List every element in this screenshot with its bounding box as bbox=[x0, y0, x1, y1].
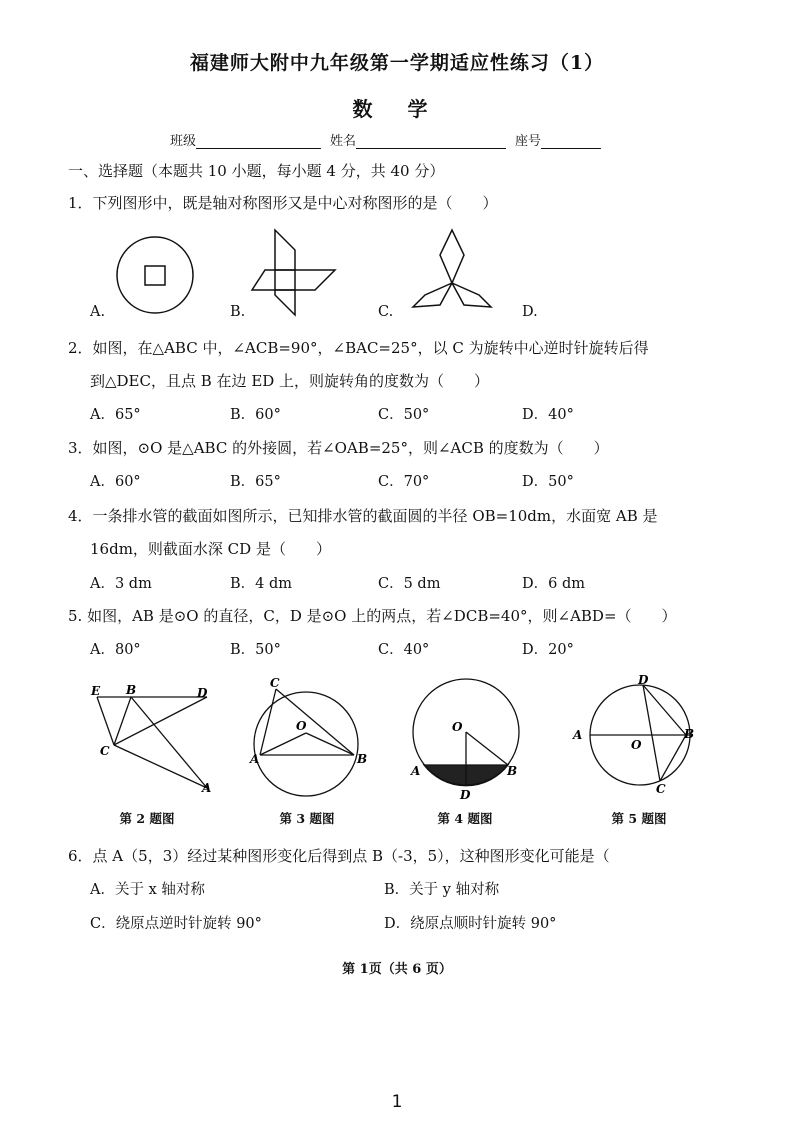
figure-2 bbox=[97, 697, 207, 788]
class-label: 班级 bbox=[170, 134, 197, 149]
figures-row bbox=[80, 675, 720, 805]
question-3-text: 3．如图，⊙O 是△ABC 的外接圆，若∠OAB=25°，则∠ACB 的度数为（ ） bbox=[68, 439, 609, 457]
fig3-label-a: A bbox=[250, 752, 260, 766]
circle-with-square-icon bbox=[117, 237, 193, 313]
q1-option-figures bbox=[80, 225, 540, 325]
fig2-label-a: A bbox=[202, 781, 212, 795]
page-number: 1 bbox=[391, 1092, 403, 1112]
q2-option-b: B．60° bbox=[230, 407, 281, 423]
q2-option-d: D．40° bbox=[522, 407, 574, 423]
fig4-label-a: A bbox=[411, 764, 421, 778]
section-heading: 一、选择题（本题共 10 小题，每小题 4 分，共 40 分） bbox=[68, 162, 445, 180]
question-2-line-2: 到△DEC，且点 B 在边 ED 上，则旋转角的度数为（ ） bbox=[90, 372, 490, 390]
seat-label: 座号 bbox=[515, 134, 542, 149]
fig5-label-d: D bbox=[638, 675, 649, 687]
q2-option-a: A．65° bbox=[90, 407, 141, 423]
subject-title: 数 学 bbox=[352, 97, 442, 121]
q3-option-b: B．65° bbox=[230, 474, 281, 490]
fig2-caption: 第 2 题图 bbox=[119, 811, 175, 826]
question-4-line-2: 16dm，则截面水深 CD 是（ ） bbox=[90, 540, 331, 558]
q4-option-c: C．5 dm bbox=[378, 576, 441, 592]
fig4-label-b: B bbox=[507, 764, 518, 778]
figure-5 bbox=[590, 685, 690, 785]
fig4-caption: 第 4 题图 bbox=[437, 811, 493, 826]
q5-option-b: B．50° bbox=[230, 642, 281, 658]
page-footer: 第 1页（共 6 页） bbox=[342, 962, 452, 977]
q5-option-d: D．20° bbox=[522, 642, 574, 658]
q1-option-a: A. bbox=[90, 304, 106, 320]
question-6-text: 6．点 A（5，3）经过某种图形变化后得到点 B（-3，5），这种图形变化可能是（ bbox=[68, 847, 610, 865]
q3-option-c: C．70° bbox=[378, 474, 430, 490]
fig4-label-d: D bbox=[460, 788, 471, 802]
fig3-label-b: B bbox=[357, 752, 368, 766]
figure-3 bbox=[254, 689, 358, 796]
q5-option-c: C．40° bbox=[378, 642, 430, 658]
fig5-label-b: B bbox=[684, 727, 695, 741]
figure-4 bbox=[413, 679, 519, 786]
class-blank bbox=[196, 134, 321, 149]
name-field bbox=[330, 130, 506, 149]
q1-option-d: D. bbox=[522, 304, 538, 320]
fig2-label-b: B bbox=[126, 683, 137, 697]
fig5-label-o: O bbox=[631, 738, 642, 752]
fig2-label-e: E bbox=[91, 684, 101, 698]
q6-option-b: B．关于 y 轴对称 bbox=[384, 882, 500, 898]
question-5-text: 5. 如图，AB 是⊙O 的直径，C，D 是⊙O 上的两点，若∠DCB=40°，则∠ABD=（ ） bbox=[68, 607, 677, 625]
question-4-line-1: 4．一条排水管的截面如图所示，已知排水管的截面圆的半径 OB=10dm，水面宽 AB 是 bbox=[68, 507, 658, 525]
q6-option-d: D．绕原点顺时针旋转 90° bbox=[384, 916, 557, 932]
name-label: 姓名 bbox=[330, 134, 357, 149]
exam-title: 福建师大附中九年级第一学期适应性练习（1） bbox=[189, 52, 605, 74]
q5-option-a: A．80° bbox=[90, 642, 141, 658]
name-blank bbox=[356, 134, 506, 149]
q6-option-c: C．绕原点逆时针旋转 90° bbox=[90, 916, 262, 932]
fig2-label-c: C bbox=[100, 744, 110, 758]
q3-option-d: D．50° bbox=[522, 474, 574, 490]
seat-field bbox=[515, 130, 601, 149]
q6-option-a: A．关于 x 轴对称 bbox=[90, 882, 205, 898]
q1-option-b: B. bbox=[230, 304, 246, 320]
fig3-label-o: O bbox=[296, 719, 307, 733]
fig5-label-c: C bbox=[656, 782, 666, 796]
q4-option-b: B．4 dm bbox=[230, 576, 293, 592]
question-2-line-1: 2．如图，在△ABC 中，∠ACB=90°，∠BAC=25°，以 C 为旋转中心逆时针旋转后得 bbox=[68, 339, 649, 357]
seat-blank bbox=[541, 134, 601, 149]
pinwheel-icon bbox=[252, 230, 335, 315]
three-petal-icon bbox=[413, 230, 491, 307]
q4-option-a: A．3 dm bbox=[90, 576, 152, 592]
class-field bbox=[170, 130, 321, 149]
fig5-caption: 第 5 题图 bbox=[611, 811, 667, 826]
fig2-label-d: D bbox=[197, 686, 208, 700]
q3-option-a: A．60° bbox=[90, 474, 141, 490]
fig5-label-a: A bbox=[573, 728, 583, 742]
q1-option-c: C. bbox=[378, 304, 394, 320]
question-1-text: 1．下列图形中，既是轴对称图形又是中心对称图形的是（ ） bbox=[68, 194, 498, 212]
q4-option-d: D．6 dm bbox=[522, 576, 585, 592]
fig3-caption: 第 3 题图 bbox=[279, 811, 335, 826]
q2-option-c: C．50° bbox=[378, 407, 430, 423]
fig3-label-c: C bbox=[270, 676, 280, 690]
fig4-label-o: O bbox=[452, 720, 463, 734]
